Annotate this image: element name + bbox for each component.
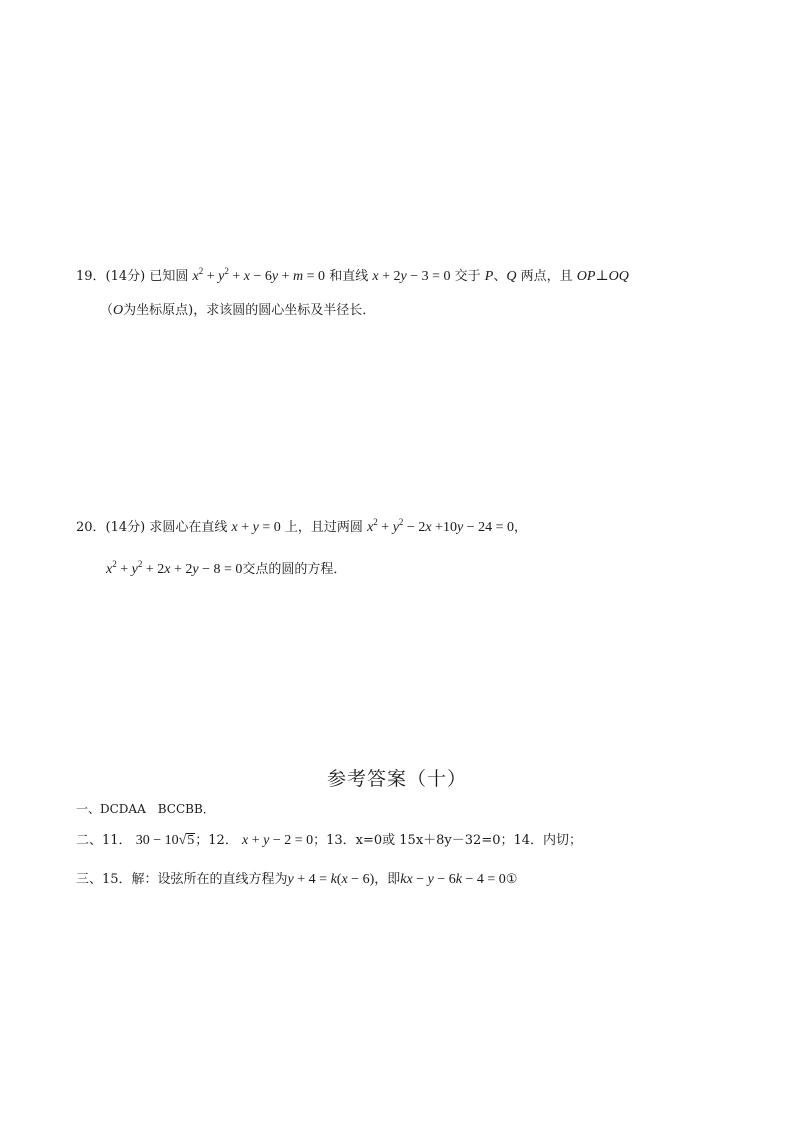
answers-row-3-prefix: 三、15．解：设弦所在的直线方程为 [76, 872, 288, 887]
q20-circle-2: $x^2 + y^2 + 2x + 2y - 8 = 0$ [106, 559, 243, 577]
q19-line-equation: x + 2y − 3 = 0 [372, 269, 451, 284]
q20-circle-1: $x^2 + y^2 - 2x +10y - 24 = 0$ [367, 517, 514, 535]
q20-text-4: 交点的圆的方程． [242, 562, 347, 577]
q19-label: 19．(14分) [76, 269, 146, 284]
q19-line-1: 19．(14分) 已知圆 $x^2 + y^2 + x - 6y + m = 0$ 和直线 x + 2y − 3 = 0 交于 P、Q 两点，且 OP⊥OQ [76, 266, 629, 284]
answers-row-3: 三、15．解：设弦所在的直线方程为y + 4 = k(x − 6)，即kx − y − 6k − 4 = 0① [76, 872, 518, 887]
q20-text-2: 上，且过两圆 [284, 520, 363, 535]
q20-line-equation: x + y = 0 [231, 520, 281, 535]
q20-label: 20．(14分) [76, 520, 146, 535]
answer-12: x + y − 2 = 0 [241, 833, 314, 848]
answers-row-2-prefix: 二、11． [76, 833, 132, 848]
origin-symbol: O [113, 303, 124, 318]
q19-text-3: 交于 [454, 269, 481, 284]
answers-row-2: 二、11． 30 − 10√5；12． x + y − 2 = 0；13．x=0或 15x＋8y－32=0；14．内切； [76, 833, 583, 848]
circled-one: ① [505, 872, 518, 887]
answer-13-14: x=0或 15x＋8y－32=0；14．内切； [355, 833, 583, 848]
q19-text-4: 两点，且 [520, 269, 573, 284]
answer-15-general: kx − y − 6k − 4 = 0 [400, 872, 506, 887]
q19-perpendicular: OP⊥OQ [576, 269, 629, 284]
answer-15-line: y + 4 = k(x − 6) [287, 872, 375, 887]
q19-text-2: 和直线 [329, 269, 369, 284]
q19-line-2: （O为坐标原点)，求该圆的圆心坐标及半径长． [100, 303, 376, 318]
answers-row-1: 一、DCDAA BCCBB． [76, 802, 215, 816]
q20-line-1: 20．(14分) 求圆心在直线 x + y = 0 上，且过两圆 $x^2 + y^2 - 2x +10y - 24 = 0$， [76, 517, 527, 535]
q19-circle-equation: $x^2 + y^2 + x - 6y + m = 0$ [192, 266, 326, 284]
q19-text-5: 为坐标原点)，求该圆的圆心坐标及半径长． [123, 303, 376, 318]
q19-text-1: 已知圆 [149, 269, 189, 284]
answers-title: 参考答案（十） [326, 768, 467, 790]
q19-points: P [484, 269, 494, 284]
q20-text-1: 求圆心在直线 [149, 520, 228, 535]
answer-11: 30 − 10√5 [135, 833, 195, 848]
q20-line-2 [106, 561, 346, 579]
